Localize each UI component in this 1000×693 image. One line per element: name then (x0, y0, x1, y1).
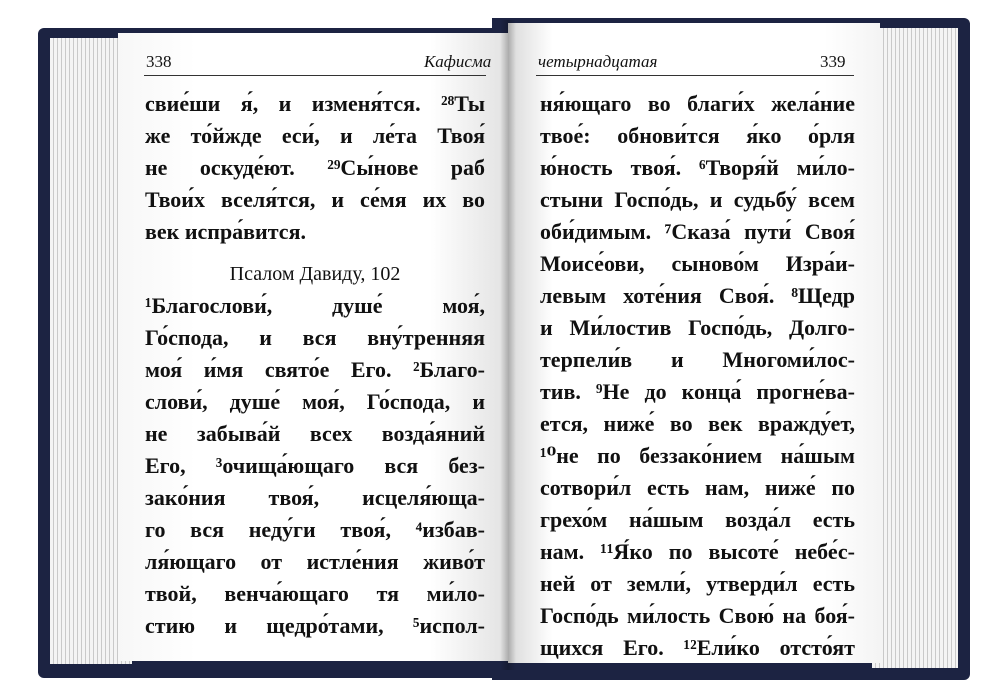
right-page-number: 339 (820, 52, 846, 71)
text-line: ней от земли́, утверди́л есть (540, 571, 855, 596)
right-running-head: четырнадцатая (538, 52, 658, 71)
left-header-rule (144, 75, 486, 76)
text-line: слови́, душе́ моя́, Го́спода, и (145, 389, 485, 414)
text-line: нам. ¹¹Я́ко по высоте́ небе́с- (540, 539, 855, 564)
text-line: ля́ющаго от истле́ния живо́т (145, 549, 485, 574)
text-line: Моисе́ови, сыново́м Изра́и- (540, 251, 855, 276)
text-line: не оскуде́ют. ²⁹Сы́нове раб (145, 155, 485, 180)
psalm-title: Псалом Давиду, 102 (229, 263, 401, 285)
text-line: ¹Благослови́, душе́ моя́, (145, 293, 485, 318)
text-line: сотвори́л есть нам, ниже́ по (540, 475, 855, 500)
text-line: твой, венча́ющаго тя ми́ло- (145, 581, 485, 606)
text-line: оби́димым. ⁷Сказа́ пути́ Своя́ (540, 219, 855, 244)
text-line: стию и щедро́тами, ⁵испол- (145, 613, 485, 638)
text-line: твое́: обнови́тся я́ко о́рля (540, 123, 855, 148)
text-line: Госпо́дь ми́лость Свою́ на боя́- (540, 603, 855, 628)
text-line: ¹⁰не по беззако́нием на́шым (540, 443, 855, 468)
text-line: не забыва́й всех возда́яний (145, 421, 485, 446)
text-line: ня́ющаго во благи́х жела́ние (540, 91, 855, 116)
page-edges-right (872, 28, 958, 668)
text-line: грехо́м на́шым возда́л есть (540, 507, 855, 532)
text-line: тив. ⁹Не до конца́ прогне́ва- (540, 379, 855, 404)
left-page-text (145, 88, 485, 642)
right-header-rule (536, 75, 854, 76)
text-line: и Ми́лостив Госпо́дь, Долго- (540, 315, 855, 340)
text-line: терпели́в и Многоми́лос- (540, 347, 855, 372)
text-line: левым хоте́ния Своя́. ⁸Щедр (540, 283, 855, 308)
text-line: зако́ния твоя́, исцеля́юща- (145, 485, 485, 510)
book-spine (500, 20, 516, 670)
text-line: Го́спода, и вся вну́тренняя (145, 325, 485, 350)
text-line: же то́йжде еси́, и ле́та Твоя́ (145, 123, 485, 148)
text-line: ется, ниже́ во век вражду́ет, (540, 411, 855, 436)
text-line: свие́ши я́, и изменя́тся. ²⁸Ты (145, 91, 485, 116)
text-line: Его, ³очища́ющаго вся без- (145, 453, 485, 478)
text-line: моя́ и́мя свято́е Его. ²Благо- (145, 357, 485, 382)
text-line: стыни Госпо́дь, и судьбу́ всем (540, 187, 855, 212)
text-line: век испра́вится. (145, 219, 306, 244)
text-line: Твои́х вселя́тся, и се́мя их во (145, 187, 485, 212)
text-line: ю́ность твоя́. ⁶Творя́й ми́ло- (540, 155, 855, 180)
left-page-number: 338 (146, 52, 172, 71)
text-line: щихся Его. ¹²Ели́ко отсто́ят (540, 635, 855, 660)
right-page-text (540, 88, 855, 664)
left-running-head: Кафисма (424, 52, 492, 71)
text-line: го вся неду́ги твоя́, ⁴избав- (145, 517, 485, 542)
